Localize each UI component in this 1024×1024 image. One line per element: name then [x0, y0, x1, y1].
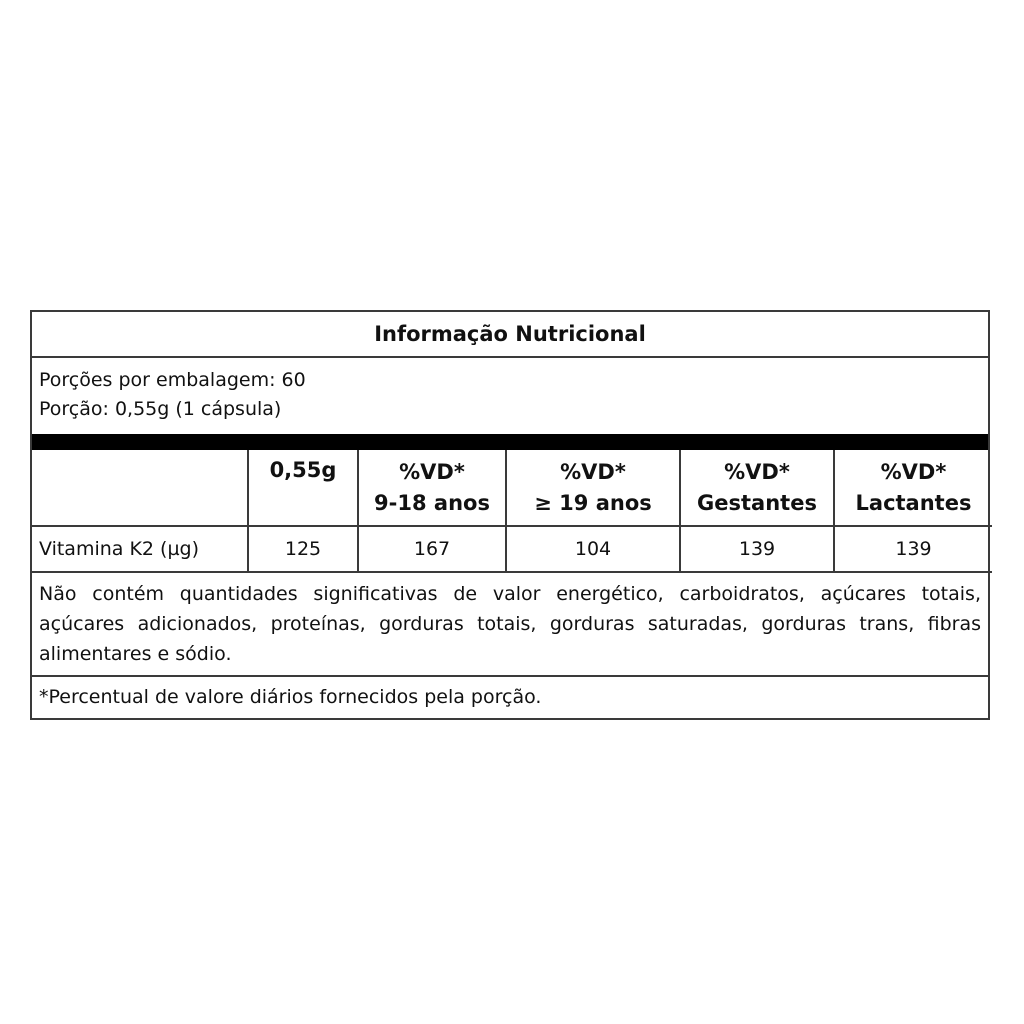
insignificant-nutrients-note: Não contém quantidades significativas de valor energético, carboidratos, açúcares totais, açúcares adicionados, proteínas, gorduras totais, gorduras saturadas, gorduras trans, fibras alimentares e sódio.	[32, 573, 988, 677]
thick-divider	[32, 434, 988, 450]
header-vd-19-plus-line2: ≥ 19 anos	[534, 490, 652, 515]
serving-size: Porção: 0,55g (1 cápsula)	[39, 398, 282, 420]
header-portion-line1: 0,55g	[269, 458, 337, 482]
header-vd-lactantes-line1: %VD*	[880, 459, 947, 484]
header-vd-9-18-line2: 9-18 anos	[374, 490, 490, 515]
value-vd-lactantes: 139	[834, 526, 992, 572]
header-nutrient-column	[32, 450, 248, 526]
label-title: Informação Nutricional	[32, 312, 988, 358]
value-vd-gestantes: 139	[680, 526, 834, 572]
header-vd-gestantes	[680, 450, 834, 526]
nutrient-name-vitamin-k2: Vitamina K2 (µg)	[32, 526, 248, 572]
nutrient-table	[32, 450, 992, 573]
header-portion-column	[248, 450, 358, 526]
value-vd-19-plus: 104	[506, 526, 680, 572]
table-header-row	[32, 450, 992, 526]
header-vd-gestantes-line2: Gestantes	[697, 490, 817, 515]
table-row	[32, 526, 992, 572]
header-vd-lactantes-line2: Lactantes	[855, 490, 972, 515]
header-vd-19-plus-line1: %VD*	[560, 459, 626, 484]
header-vd-gestantes-line1: %VD*	[724, 459, 790, 484]
value-vd-9-18: 167	[358, 526, 506, 572]
header-vd-lactantes	[834, 450, 992, 526]
servings-per-package: Porções por embalagem: 60	[39, 369, 306, 391]
serving-info	[32, 358, 988, 434]
header-vd-19-plus	[506, 450, 680, 526]
value-portion: 125	[248, 526, 358, 572]
header-vd-9-18-line1: %VD*	[399, 459, 465, 484]
nutrition-facts-label	[30, 310, 990, 720]
header-vd-9-18	[358, 450, 506, 526]
daily-value-footnote: *Percentual de valore diários fornecidos pela porção.	[39, 686, 542, 708]
